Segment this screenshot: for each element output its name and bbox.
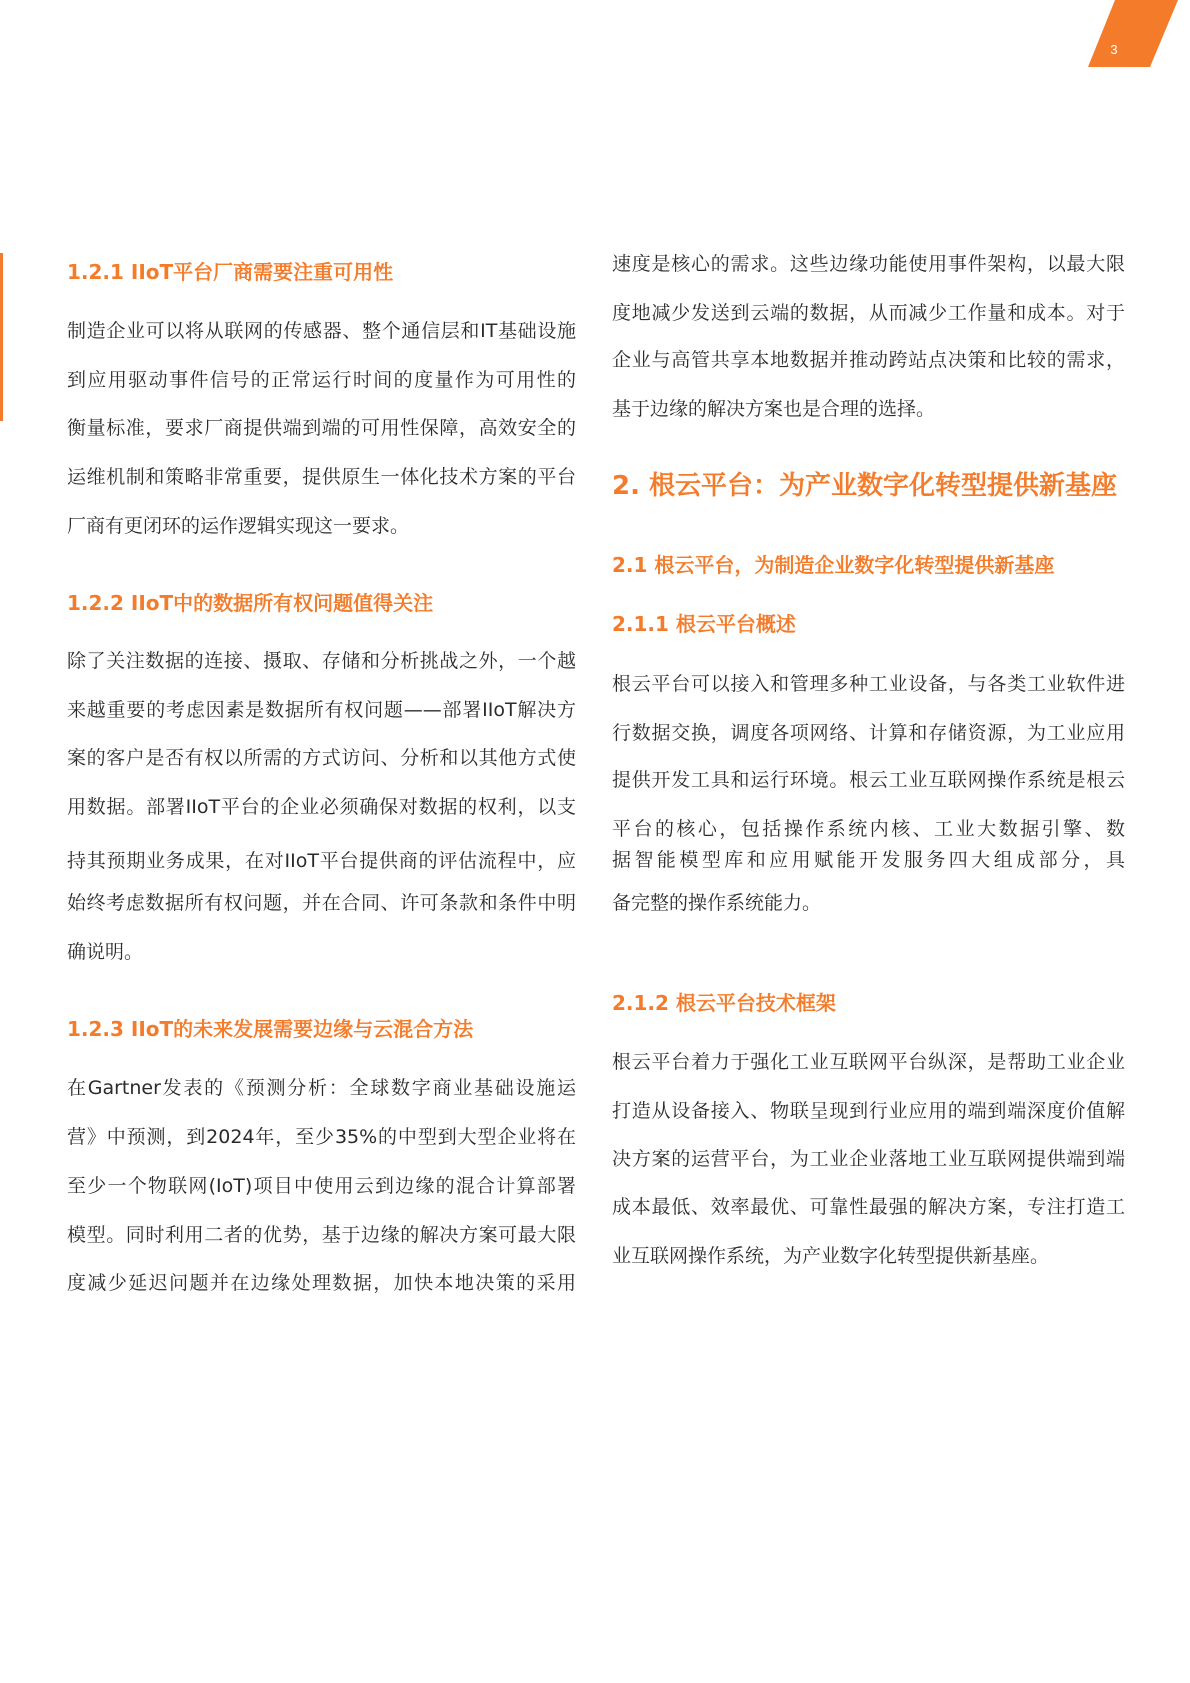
paragraph-line: 持其预期业务成果，在对IIoT平台提供商的评估流程中，应 [67, 850, 576, 872]
section-heading-2-1-2: 2.1.2 根云平台技术框架 [612, 991, 836, 1015]
chapter-heading-2: 2. 根云平台：为产业数字化转型提供新基座 [612, 471, 1118, 501]
paragraph-line: 营》中预测，到2024年，至少35%的中型到大型企业将在 [67, 1126, 576, 1148]
paragraph-line: 衡量标准，要求厂商提供端到端的可用性保障，高效安全的 [67, 417, 576, 439]
section-heading-2-1: 2.1 根云平台，为制造企业数字化转型提供新基座 [612, 553, 1055, 577]
paragraph-line: 始终考虑数据所有权问题，并在合同、许可条款和条件中明 [67, 892, 576, 914]
paragraph-line: 速度是核心的需求。这些边缘功能使用事件架构，以最大限 [612, 253, 1125, 275]
paragraph-line: 据智能模型库和应用赋能开发服务四大组成部分，具 [612, 849, 1125, 871]
paragraph-line: 度地减少发送到云端的数据，从而减少工作量和成本。对于 [612, 302, 1125, 324]
paragraph-line: 决方案的运营平台，为工业企业落地工业互联网提供端到端 [612, 1148, 1125, 1170]
paragraph-line: 行数据交换，调度各项网络、计算和存储资源，为工业应用 [612, 722, 1125, 744]
paragraph-line: 度减少延迟问题并在边缘处理数据，加快本地决策的采用 [67, 1272, 576, 1294]
paragraph-line: 模型。同时利用二者的优势，基于边缘的解决方案可最大限 [67, 1224, 576, 1246]
section-heading-1-2-3: 1.2.3 IIoT的未来发展需要边缘与云混合方法 [67, 1017, 474, 1041]
paragraph-line: 企业与高管共享本地数据并推动跨站点决策和比较的需求， [612, 349, 1125, 371]
paragraph-line: 案的客户是否有权以所需的方式访问、分析和以其他方式使 [67, 747, 576, 769]
paragraph-line: 运维机制和策略非常重要，提供原生一体化技术方案的平台 [67, 466, 576, 488]
paragraph-line: 确说明。 [67, 941, 144, 963]
paragraph-line: 来越重要的考虑因素是数据所有权问题——部署IIoT解决方 [67, 699, 576, 721]
paragraph-line: 业互联网操作系统，为产业数字化转型提供新基座。 [612, 1245, 1050, 1267]
section-heading-1-2-2: 1.2.2 IIoT中的数据所有权问题值得关注 [67, 591, 434, 615]
page-number: 3 [1110, 42, 1118, 57]
paragraph-line: 根云平台可以接入和管理多种工业设备，与各类工业软件进 [612, 673, 1125, 695]
accent-bar [0, 253, 3, 421]
section-heading-2-1-1: 2.1.1 根云平台概述 [612, 612, 796, 636]
paragraph-line: 制造企业可以将从联网的传感器、整个通信层和IT基础设施 [67, 320, 576, 342]
paragraph-line: 基于边缘的解决方案也是合理的选择。 [612, 398, 936, 420]
paragraph-line: 至少一个物联网(IoT)项目中使用云到边缘的混合计算部署 [67, 1175, 576, 1197]
paragraph-line: 备完整的操作系统能力。 [612, 892, 822, 914]
paragraph-line: 平台的核心，包括操作系统内核、工业大数据引擎、数 [612, 818, 1125, 840]
page-corner-tab [0, 0, 1190, 70]
section-heading-1-2-1: 1.2.1 IIoT平台厂商需要注重可用性 [67, 260, 394, 284]
paragraph-line: 厂商有更闭环的运作逻辑实现这一要求。 [67, 515, 410, 537]
paragraph-line: 根云平台着力于强化工业互联网平台纵深，是帮助工业企业 [612, 1051, 1125, 1073]
paragraph-line: 除了关注数据的连接、摄取、存储和分析挑战之外，一个越 [67, 650, 576, 672]
paragraph-line: 提供开发工具和运行环境。根云工业互联网操作系统是根云 [612, 769, 1125, 791]
paragraph-line: 到应用驱动事件信号的正常运行时间的度量作为可用性的 [67, 369, 576, 391]
paragraph-line: 在Gartner发表的《预测分析：全球数字商业基础设施运 [67, 1077, 576, 1099]
paragraph-line: 打造从设备接入、物联呈现到行业应用的端到端深度价值解 [612, 1100, 1125, 1122]
paragraph-line: 成本最低、效率最优、可靠性最强的解决方案，专注打造工 [612, 1196, 1125, 1218]
paragraph-line: 用数据。部署IIoT平台的企业必须确保对数据的权利，以支 [67, 796, 576, 818]
